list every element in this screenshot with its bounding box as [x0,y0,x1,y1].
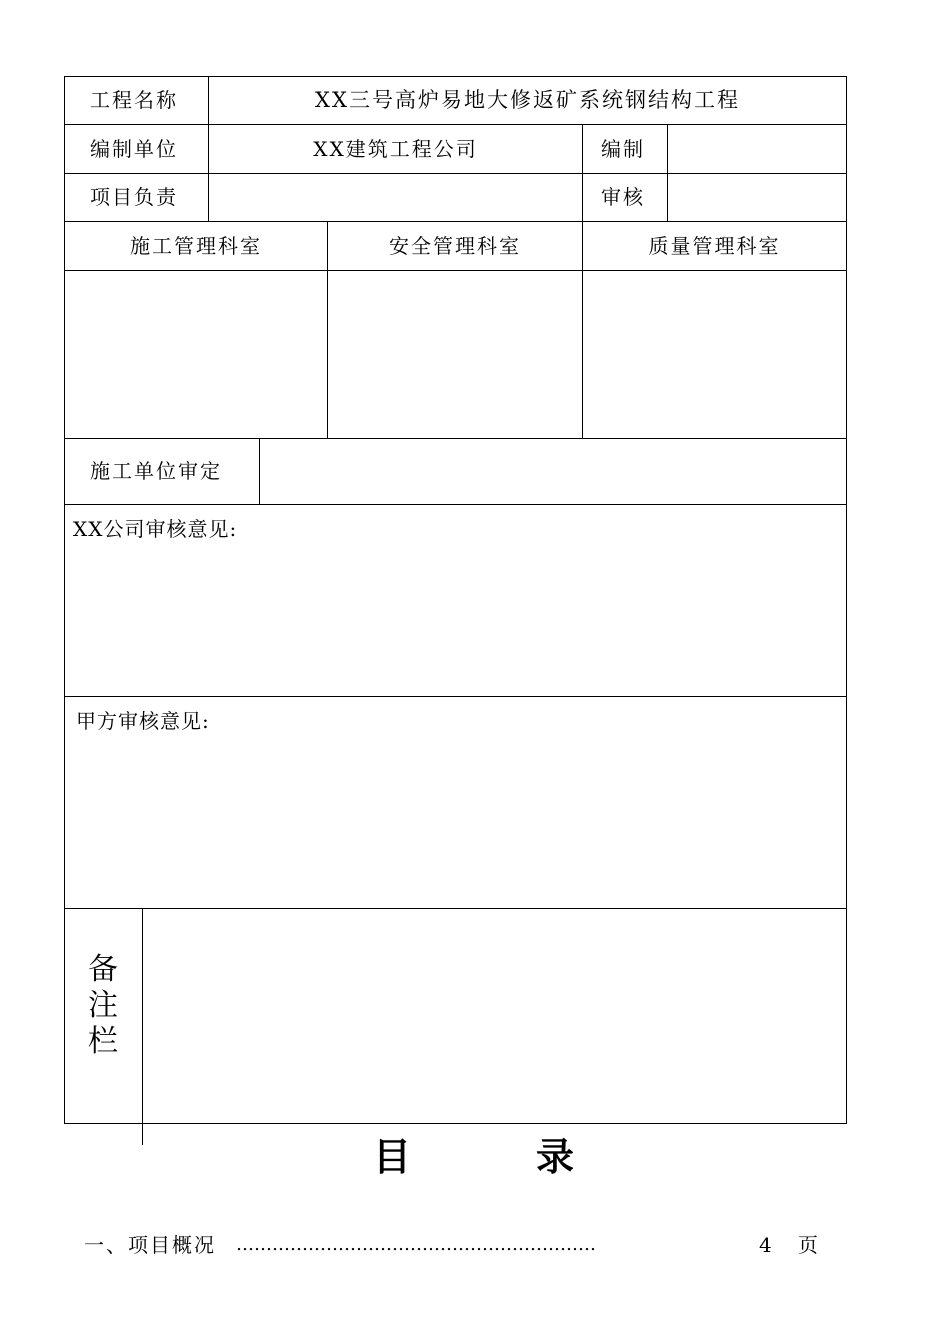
remarks-char-2: 注 [88,988,118,1023]
toc-item-label: 一、项目概况 [84,1233,216,1257]
dept-quality-header: 质量管理科室 [648,234,781,258]
compile-label: 编制 [601,137,645,161]
company-opinion-label: XX公司审核意见: [73,517,238,541]
row-divider-3 [64,221,847,222]
dept-safety-header: 安全管理科室 [389,234,521,258]
unit-value: XX建筑工程公司 [313,137,478,161]
project-name-label: 工程名称 [90,88,178,112]
remarks-divider [142,908,143,1145]
row-divider-1 [64,124,847,125]
row-divider-6 [64,504,847,505]
toc-item-page: 4 [759,1233,772,1257]
form-border-bottom [64,1123,847,1124]
row-divider-8 [64,908,847,909]
toc-item-dots: …………………………………………………… [236,1234,596,1255]
toc-title-left: 目 [373,1134,412,1179]
toc-title-right: 录 [536,1134,575,1179]
unit-label: 编制单位 [90,137,178,161]
lead-label: 项目负责 [90,185,178,209]
form-border-right [846,76,847,1124]
toc-item-page-unit: 页 [798,1233,818,1257]
row-divider-5 [64,438,847,439]
approval-divider [259,438,260,505]
row-divider-2 [64,173,847,174]
compile-column-divider [582,124,583,222]
row-divider-7 [64,696,847,697]
row-divider-4 [64,270,847,271]
project-name-value: XX三号高炉易地大修返矿系统钢结构工程 [315,88,740,112]
remarks-char-3: 栏 [88,1024,118,1059]
construction-unit-approval-label: 施工单位审定 [90,459,222,483]
client-opinion-label: 甲方审核意见: [76,709,210,733]
compile-value-divider [667,124,668,222]
dept-construction-header: 施工管理科室 [130,234,262,258]
review-label: 审核 [601,185,645,209]
form-border-top [64,76,847,77]
remarks-char-1: 备 [88,952,118,987]
